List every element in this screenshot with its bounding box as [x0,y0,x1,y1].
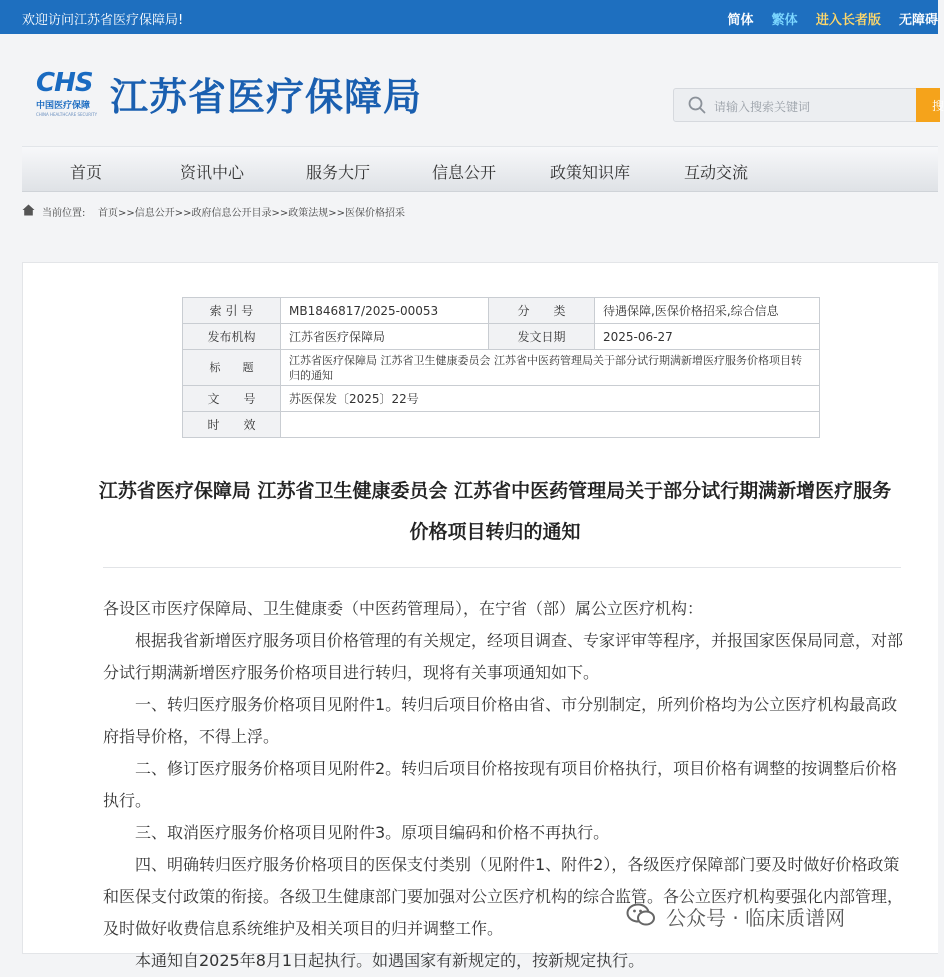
traditional-link[interactable]: 繁体 [771,13,798,28]
welcome-text: 欢迎访问江苏省医疗保障局! [22,13,184,28]
wechat-icon [626,902,656,928]
logo-abbr: CHS [36,68,93,98]
meta-row [183,386,820,412]
simplified-link[interactable]: 简体 [727,13,754,28]
article-paragraph: 三、取消医疗服务价格项目见附件3。原项目编码和价格不再执行。 [135,823,610,842]
category-label: 分 类 [489,298,595,324]
home-icon [22,204,35,216]
accessible-link[interactable]: 无障碍 [898,13,938,28]
title-divider [103,567,901,568]
article-paragraph: 根据我省新增医疗服务项目价格管理的有关规定，经项目调查、专家评审等程序，并报国家医保局同意，对部分试行期满新增医疗服务价格项目进行转归，现将有关事项通知如下。 [103,631,904,682]
watermark-text: 公众号 · 临床质谱网 [666,906,846,930]
chs-logo[interactable] [36,68,98,117]
docno-value: 苏医保发〔2025〕22号 [281,386,820,412]
meta-row [183,350,820,386]
title-value: 江苏省医疗保障局 江苏省卫生健康委员会 江苏省中医药管理局关于部分试行期满新增医疗服务价格项目转归的通知 [281,350,820,386]
index-label: 索 引 号 [183,298,281,324]
article-salutation: 各设区市医疗保障局、卫生健康委（中医药管理局），在宁省（部）属公立医疗机构： [103,599,704,618]
title-label: 标 题 [183,350,281,386]
search-icon [688,96,706,114]
nav-news[interactable]: 资讯中心 [180,163,245,182]
main-nav [22,146,938,192]
validity-value [281,412,820,438]
nav-home[interactable]: 首页 [70,163,103,182]
date-label: 发文日期 [489,324,595,350]
article-paragraph: 一、转归医疗服务价格项目见附件1。转归后项目价格由省、市分别制定，所列价格均为公立医疗机构最高政府指导价格，不得上浮。 [103,695,898,746]
meta-row [183,412,820,438]
nav-interaction[interactable]: 互动交流 [684,163,749,182]
publisher-value: 江苏省医疗保障局 [281,324,489,350]
logo-cn-text: 中国医疗保障 [36,101,91,111]
content-panel [22,262,938,970]
docno-label: 文 号 [183,386,281,412]
article-paragraph: 二、修订医疗服务价格项目见附件2。转归后项目价格按现有项目价格执行，项目价格有调整的按调整后价格执行。 [103,759,898,810]
nav-disclosure[interactable]: 信息公开 [432,163,497,182]
meta-row [183,298,820,324]
top-bar [0,0,938,34]
breadcrumb-label: 当前位置: [42,208,86,219]
validity-label: 时 效 [183,412,281,438]
date-value: 2025-06-27 [595,324,820,350]
meta-row [183,324,820,350]
article-paragraph: 本通知自2025年8月1日起执行。如遇国家有新规定的，按新规定执行。 [135,951,645,970]
top-links [714,9,938,28]
nav-services[interactable]: 服务大厅 [306,163,371,182]
search-button[interactable]: 搜 [916,88,940,122]
site-header [0,34,944,146]
index-value: MB1846817/2025-00053 [281,298,489,324]
search-input[interactable]: 请输入搜索关键词 [714,100,811,114]
publisher-label: 发布机构 [183,324,281,350]
breadcrumb [22,192,938,228]
category-value: 待遇保障,医保价格招采,综合信息 [595,298,820,324]
logo-en-text: CHINA HEALTHCARE SECURITY [36,112,98,117]
breadcrumb-path[interactable]: 首页>>信息公开>>政府信息公开目录>>政策法规>>医保价格招采 [98,208,406,219]
document-meta-table [182,297,820,438]
site-title: 江苏省医疗保障局 [110,75,423,119]
nav-policy-library[interactable]: 政策知识库 [550,163,631,182]
search-box[interactable] [673,88,944,122]
article-paragraph: 四、明确转归医疗服务价格项目的医保支付类别（见附件1、附件2），各级医疗保障部门要及时做好价格政策和医保支付政策的衔接。各级卫生健康部门要加强对公立医疗机构的综合监管。各公立医疗机构要强化内部管理，及时做好收费信息系统维护及相关项目的归并调整工作。 [103,855,904,938]
article-title: 江苏省医疗保障局 江苏省卫生健康委员会 江苏省中医药管理局关于部分试行期满新增医疗服务价格项目转归的通知 [98,480,892,543]
elder-mode-link[interactable]: 进入长者版 [815,13,881,28]
